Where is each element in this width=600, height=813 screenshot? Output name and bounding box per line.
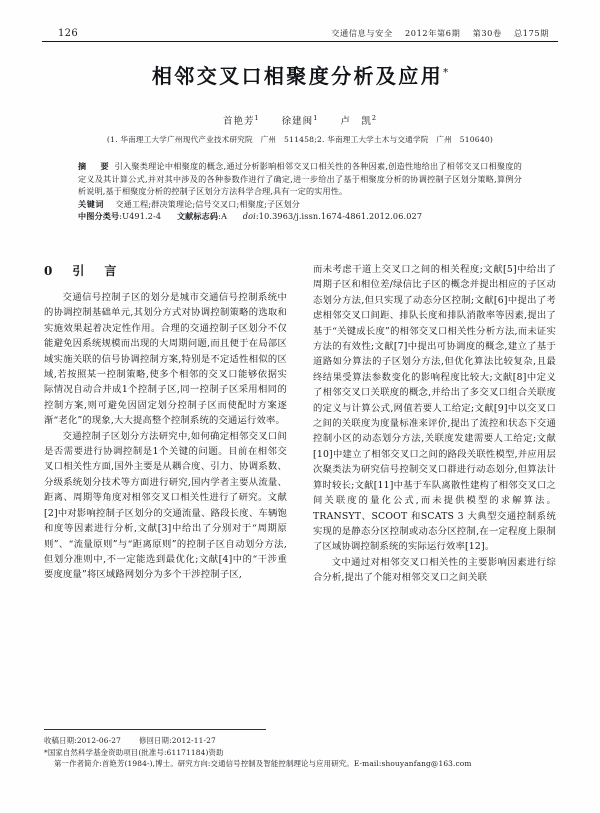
classification-line (78, 210, 522, 223)
abstract-block (78, 160, 522, 223)
journal-volume: 第30卷 (472, 28, 502, 38)
author-bio: 第一作者简介:首艳芳(1984-),博士。研究方向:交通信号控制及智能控制理论与应用研究。E-mail:shouyanfang@163.com (54, 759, 472, 769)
body-column-left (44, 262, 287, 583)
author-3 (340, 113, 378, 127)
author-3-name: 卢 凯 (340, 116, 372, 127)
journal-name: 交通信息与安全 (331, 28, 393, 38)
abstract-label: 摘 要 (78, 161, 112, 171)
abstract-text: 引入聚类理论中相聚度的概念,通过分析影响相邻交叉口相关性的各种因素,创造性地给出了相邻交叉口相聚度的定义及其计算公式,并对其中涉及的各种参数作进行了确定,进一步给出了基于相聚度分析的协调控制子区划分策略,算例分析说明,基于相聚度分析的控制子区划分方法科学合理,具有一定的实用性。 (78, 161, 522, 197)
title-text: 相邻交叉口相聚度分析及应用 (151, 64, 444, 88)
clc-label: 中图分类号 (78, 211, 120, 222)
keywords-label: 关键词 (78, 198, 105, 209)
page-number: 126 (58, 28, 78, 39)
paragraph: 文中通过对相邻交叉口相关性的主要影响因素进行综合分析,提出了个能对相邻交叉口之间关联 (313, 556, 556, 584)
abstract-paragraph (78, 160, 522, 198)
header-rule (42, 41, 558, 42)
received-value: 2012-06-27 (76, 736, 121, 745)
section-heading-intro: 0 引 言 (44, 264, 121, 278)
clc-segment: 中图分类号:U491.2-4 (78, 211, 162, 222)
doi-segment: doi:10.3963/j.issn.1674-4861.2012.06.027 (242, 211, 423, 222)
doi-label: doi (242, 211, 256, 222)
funding-note: *国家自然科学基金资助项目(批准号:61171184)资助 (44, 747, 224, 757)
author-2-affil-mark: 1 (313, 113, 319, 122)
author-1 (222, 113, 260, 127)
author-3-affil-mark: 2 (371, 113, 378, 122)
running-head (42, 22, 558, 39)
paragraph: 交通控制子区划分方法研究中,如何确定相邻交叉口间是否需要进行协调控制是1个关键的问题。目前在相邻交叉口相关性方面,国外主要是从耦合度、引力、协调系数、分级系统划分技术等方面进行研究,国内学者主要从流量、距离、周期等角度对相邻交叉口相关性进行了研究。文献[2]中对影响控制子区划分的交通流量、路段长度、车辆饱和度等因素进行分析,文献[3]中给出了分别对于“周期原则”、“流量原则”与“距离原则”的控制子区自动划分方法,但划分准则中,不一定能选到最优化;文献[4]中的“干涉重要度度量”将区域路网划分为多个干涉控制子区, (44, 430, 287, 581)
doc-code-value: A (221, 211, 228, 222)
journal-info (331, 28, 558, 39)
author-list (0, 113, 600, 127)
doc-code-segment: 文献标志码:A (176, 211, 228, 222)
body-column-right (313, 262, 556, 586)
author-2 (281, 113, 319, 127)
keywords-text: 交通工程;群决策理论;信号交叉口;相聚度;子区划分 (115, 198, 300, 209)
footnote-rule (44, 729, 266, 730)
revised-label: 修回日期 (138, 736, 170, 745)
dates-line: 收稿日期:2012-06-27 修回日期:2012-11-27 (44, 736, 216, 745)
title-footnote-mark: * (443, 67, 449, 79)
author-1-name: 首艳芳 (222, 116, 255, 127)
revised-value: 2012-11-27 (171, 736, 216, 745)
author-2-name: 徐建闽 (281, 116, 314, 127)
journal-issue: 2012年第6期 (404, 28, 461, 38)
author-1-affil-mark: 1 (254, 113, 260, 122)
paragraph: 交通信号控制子区的划分是城市交通信号控制系统中的协调控制基础单元,其划分方式对协调控制策略的选取和实施效果起着决定性作用。合理的交通控制子区划分不仅能避免因系统规模而出现的大周期问题,而且便于在局部区域实施关联的信号协调控制方案,特别是不定适性相似的区域,若按照某一控制策略,使多个相邻的交叉口能够依据实际情况自动合并成1个控制子区,同一控制子区采用相同的控制方案,则可避免因固定划分控制子区而使配时方案逐渐“老化”的现象,大大提高整个控制系统的交通运行效率。 (44, 292, 287, 427)
keywords-paragraph (78, 198, 522, 211)
affiliation: (1. 华南理工大学广州现代产业技术研究院 广州 511458;2. 华南理工大学土木与交通学院 广州 510640) (106, 135, 494, 144)
journal-serial: 总175期 (513, 28, 549, 38)
paragraph: 而未考虑干道上交叉口之间的相关程度;文献[5]中给出了周期子区和相位差/绿信比子区的概念并提出相应的子区动态划分方法,但只实现了动态分区控制;文献[6]中提出了考虑相邻交叉口间距、排队长度和排队消散率等因素,提出了基于“关键成长度”的相邻交叉口相关性分析方法,而未证实方法的有效性;文献[7]中提出可协调度的概念,建立了基于道路如分算法的子区划分方法,但优化算法比较复杂,且最终结果受算法参数变化的影响程度比较大;文献[8]中定义了相邻交叉口关联度的概念,并给出了多交叉口组合关联度的定义与计算公式,网值若要人工给定;文献[9]中以交叉口之间的关联度为度量标准来评价,提出了流控和状态下交通控制小区的动态划分方法,关联度发建需要人工给定;文献[10]中建立了相邻交叉口之间的路段关联性模型,并应用层次聚类法为研究信号控制交叉口群进行动态划分,但算法计算时较长;文献[11]中基于车队离散性建构了相邻交叉口之间关联度的量化公式,而未提供模型的求解算法。TRANSYT、SCOOT 和SCATS 3 大典型交通控制系统实现的是静态分区控制或动态分区控制,在一定程度上限制了区域协调控制系统的实际运行效率[12]。 (313, 264, 556, 553)
doi-value: 10.3963/j.issn.1674-4861.2012.06.027 (258, 211, 423, 222)
received-label: 收稿日期 (44, 736, 75, 745)
page-title (0, 60, 600, 89)
clc-value: U491.2-4 (122, 211, 162, 222)
doc-code-label: 文献标志码 (176, 211, 219, 222)
footnote-block (44, 735, 558, 770)
